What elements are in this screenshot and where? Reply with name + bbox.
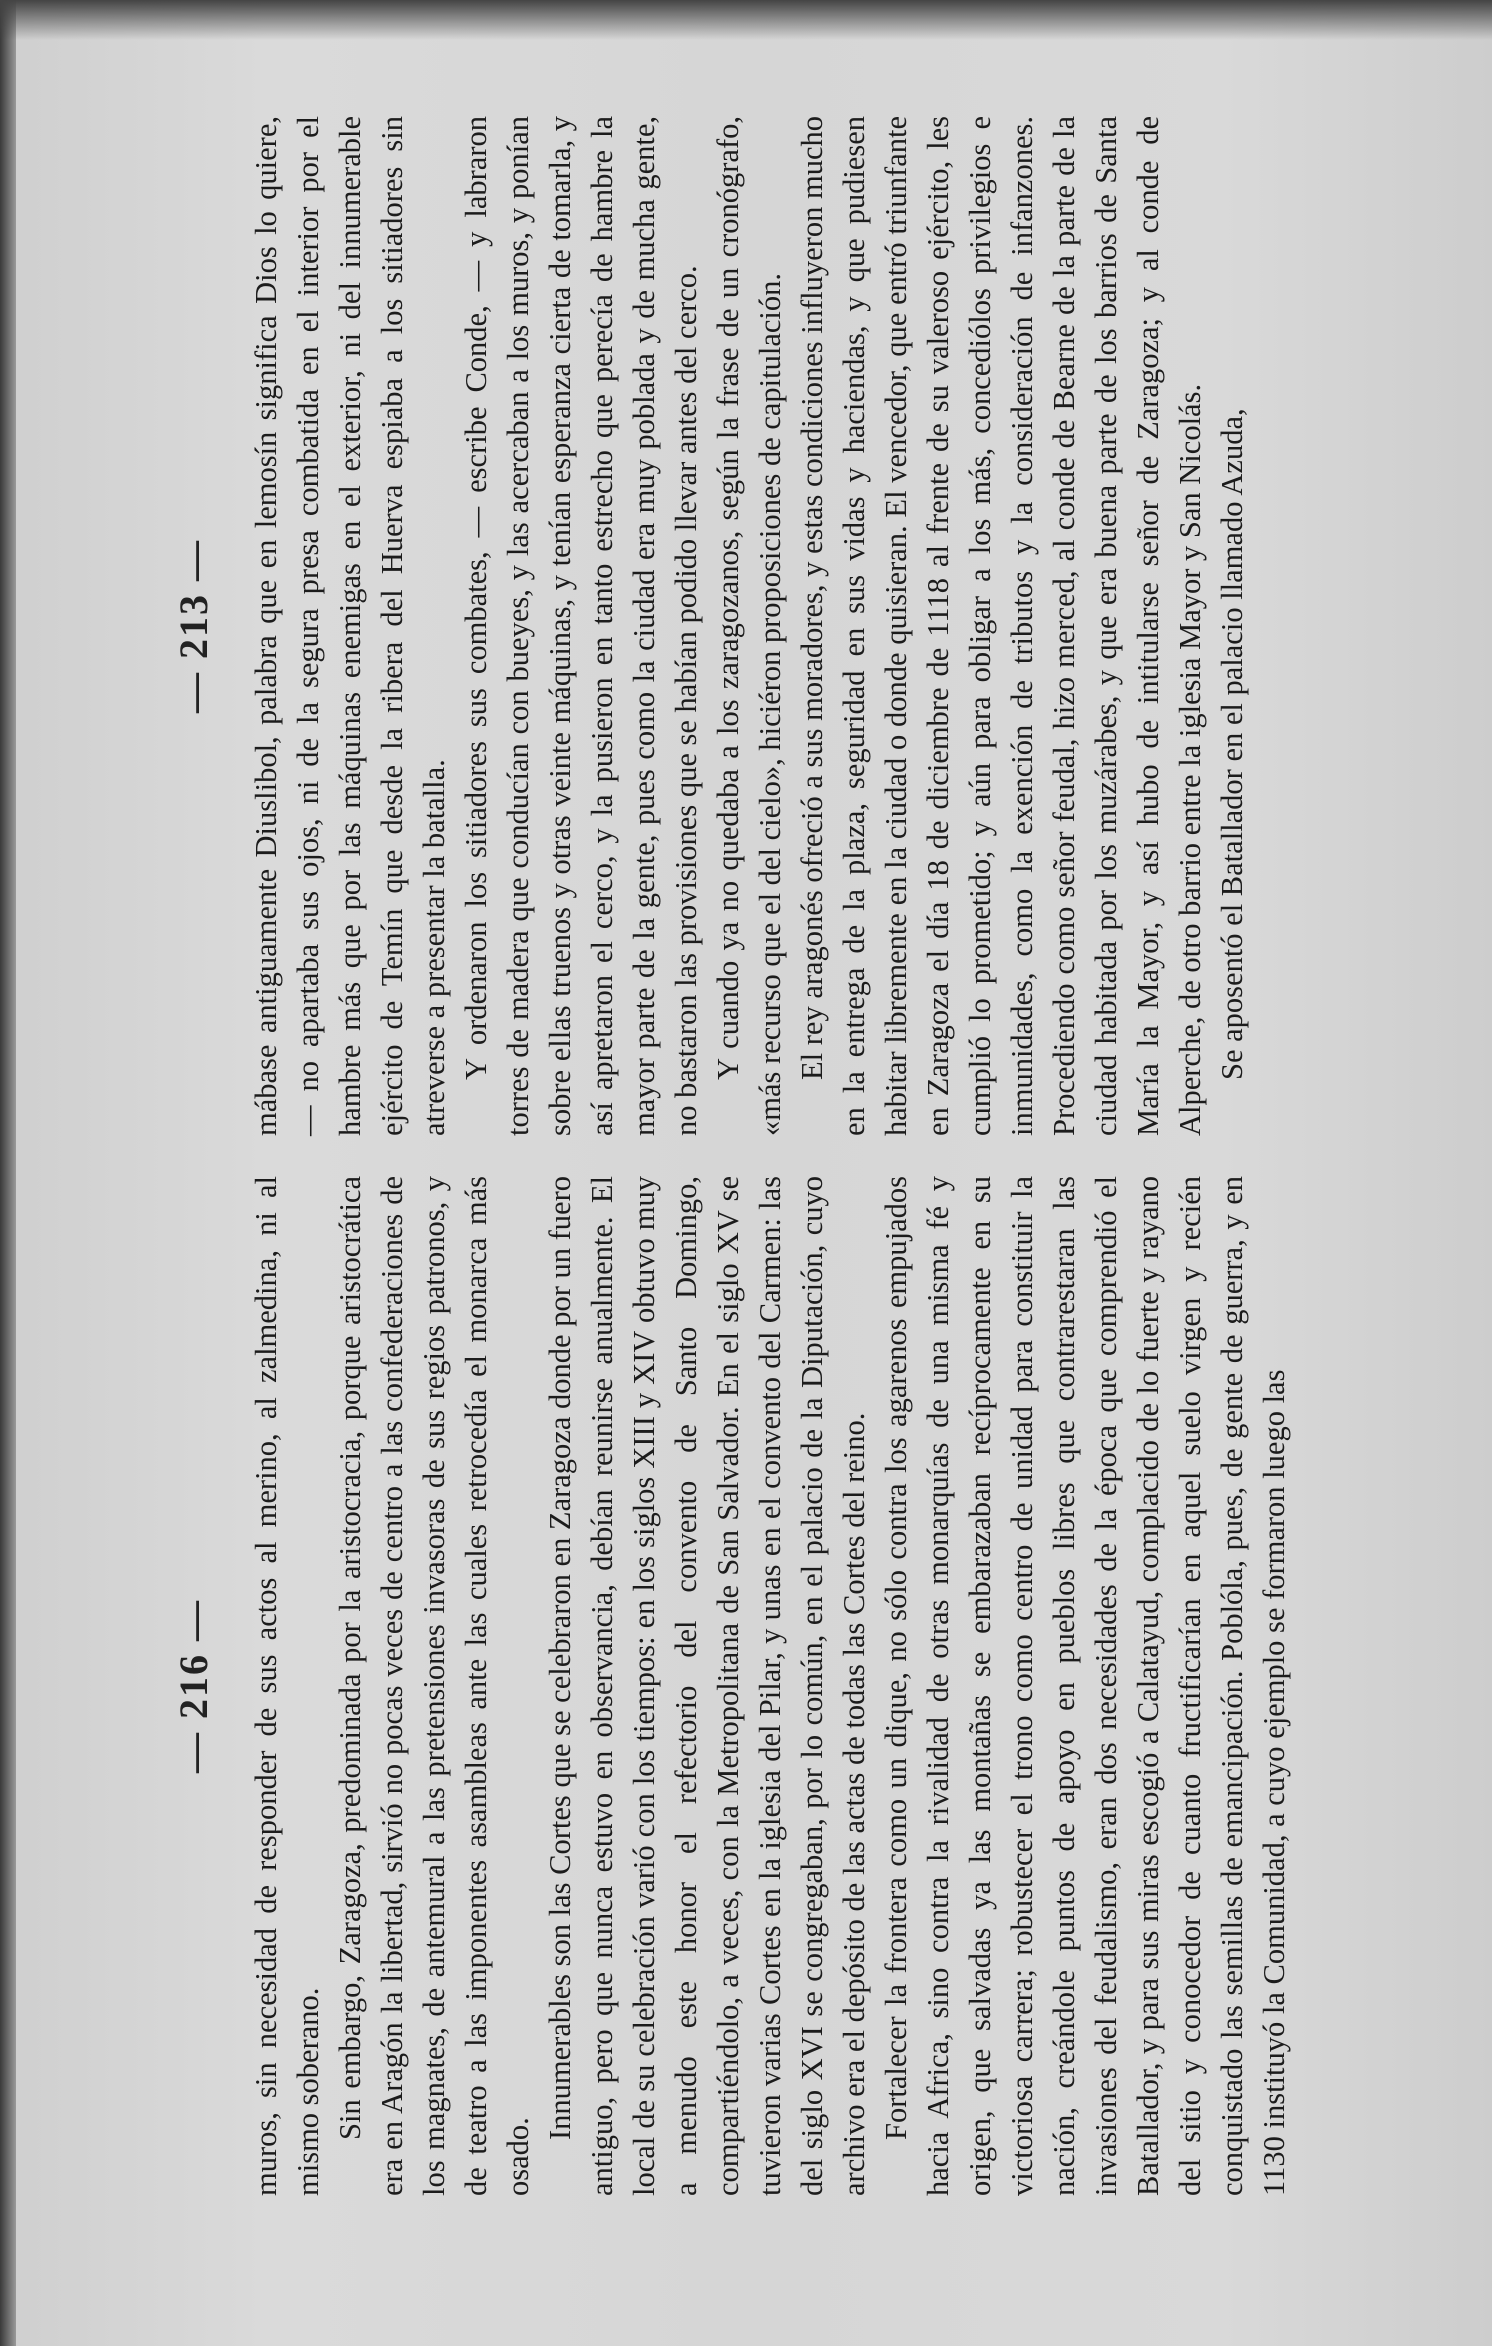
left-paragraph-2: Sin embargo, Zaragoza, predominada por la aristocracia, porque aristocrática era en Aragón la libertad, sirvió no pocas veces de centro a las confederaciones de los magnates, de antemural a las pretensiones invasoras de sus regios patronos, y de teatro a las imponentes asambleas ante las cuales retrocedía el monarca más osado. [333, 1176, 535, 2196]
left-paragraph-3: Innumerables son las Cortes que se celebraron en Zaragoza donde por un fuero antiguo, pero que nunca estuvo en observancia, debían reunirse anualmente. El local de su celebración varió con los tiempos: en los siglos XIII y XIV obtuvo muy a menudo este honor el refectorio del convento de Santo Domingo, compartiéndolo, a veces, con la Metropolitana de San Salvador. En el siglo XV se tuvieron varias Cortes en la iglesia del Pilar, y unas en el convento del Carmen: las del siglo XVI se congregaban, por lo común, en el palacio de la Diputación, cuyo archivo era el depósito de las actas de todas las Cortes del reino. [543, 1176, 871, 2196]
right-page-text [245, 116, 1253, 1136]
left-paragraph-4: Fortalecer la frontera como un dique, no sólo contra los agarenos empujados hacia Africa, sino contra la rivalidad de otras monarquías de una misma fé y origen, que salvadas ya las montañas se embarazaban recíprocamente en su victoriosa carrera; robustecer el trono como centro de unidad para constituir la nación, creándole puntos de apoyo en pueblos libres que contrarestaran las invasiones del feudalismo, eran dos necesidades de la época que comprendió el Batallador, y para sus miras escogió a Calatayud, complacido de lo fuerte y rayano del sitio y conocedor de cuanto fructificarían en aquel suelo virgen y recién conquistado las semillas de emancipación. Poblóla, pues, de gente de guerra, y en 1130 instituyó la Comunidad, a cuyo ejemplo se formaron luego las [879, 1176, 1291, 2196]
right-paragraph-3: Y cuando ya no quedaba a los zaragozanos, según la frase de un cronógrafo, «más recurso que el del cielo», hiciéron proposiciones de capitulación. [711, 116, 787, 1136]
right-page-number: — 213 — [171, 539, 216, 713]
right-page [170, 116, 1370, 1136]
left-page-text [245, 1176, 1295, 2196]
right-paragraph-4: El rey aragonés ofreció a sus moradores, y estas condiciones influyeron mucho en la entrega de la plaza, seguridad en sus vidas y haciendas, y que pudiesen habitar libremente en la ciudad o donde quisieran. El vencedor, que entró triunfante en Zaragoza el día 18 de diciembre de 1118 al frente de su valeroso ejército, les cumplió lo prometido; y aún para obligar a los más, concediólos privilegios e inmunidades, como la exención de tributos y la consideración de infanzones. Procediendo como señor feudal, hizo merced, al conde de Bearne de la parte de la ciudad habitada por los muzárabes, y que era buena parte de los barrios de Santa María la Mayor, y así hubo de intitularse señor de Zaragoza; y al conde de Alperche, de otro barrio entre la iglesia Mayor y San Nicolás. [795, 116, 1207, 1136]
right-paragraph-1: mábase antiguamente Diuslibol, palabra que en lemosín significa Dios lo quiere, — no apartaba sus ojos, ni de la segura presa combatida en el interior por el hambre más que por las máquinas enemigas en el exterior, ni del innumerable ejército de Temín que desde la ribera del Huerva espiaba a los sitiadores sin atreverse a presentar la batalla. [249, 116, 451, 1136]
right-paragraph-5: Se aposentó el Batallador en el palacio llamado Azuda, [1215, 408, 1249, 1080]
left-page-number: — 216 — [171, 1599, 216, 1773]
left-page [170, 1176, 1370, 2196]
right-paragraph-2: Y ordenaron los sitiadores sus combates, — escribe Conde, — y labraron torres de madera que conducían con bueyes, y las acercaban a los muros, y ponían sobre ellas truenos y otras veinte máquinas, y tenían esperanza cierta de tomarla, y así apretaron el cerco, y la pusieron en tanto estrecho que perecía de hambre la mayor parte de la gente, pues como la ciudad era muy poblada y de mucha gente, no bastaron las provisiones que se habían podido llevar antes del cerco. [459, 116, 703, 1136]
left-paragraph-1: muros, sin necesidad de responder de sus actos al merino, al zalmedina, ni al mismo soberano. [249, 1176, 325, 2196]
